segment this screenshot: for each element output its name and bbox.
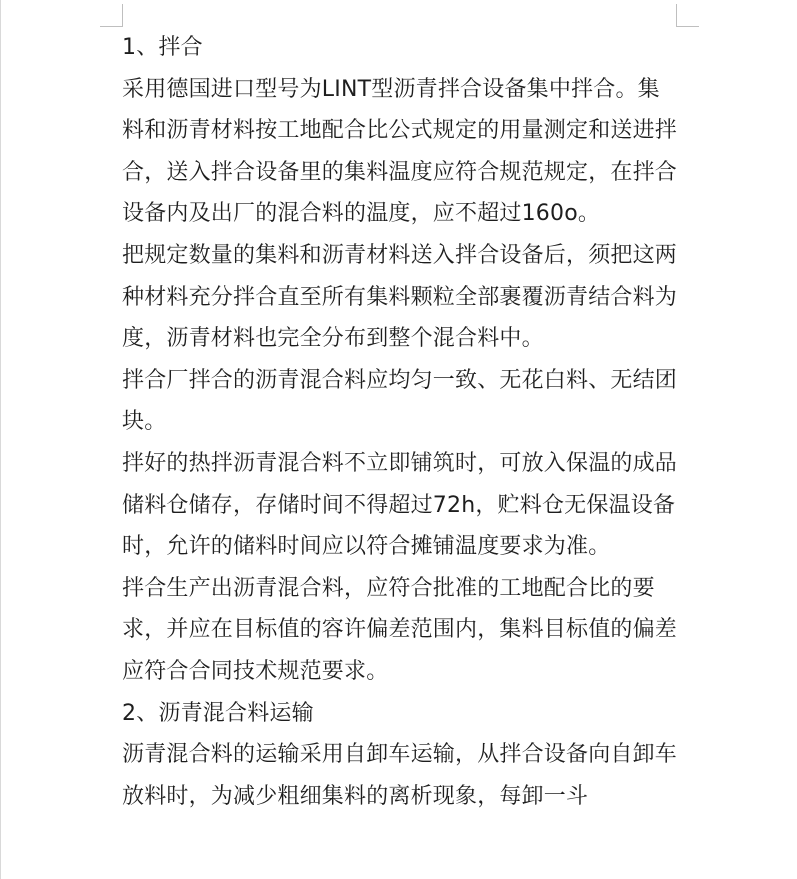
paragraph-mixture-uniformity: 拌合厂拌合的沥青混合料应均匀一致、无花白料、无结团块。 bbox=[122, 367, 678, 435]
crop-mark-top-left bbox=[100, 4, 123, 27]
paragraph-mixing-process: 把规定数量的集料和沥青材料送入拌合设备后，须把这两种材料充分拌合直至所有集料颗粒全部裹覆沥青结合料为度，沥青材料也完全分布到整个混合料中。 bbox=[122, 242, 678, 352]
paragraph-production-requirements: 拌合生产出沥青混合料，应符合批准的工地配合比的要求，并应在目标值的容许偏差范围内，集料目标值的偏差应符合合同技术规范要求。 bbox=[122, 575, 678, 684]
paragraph-storage: 拌好的热拌沥青混合料不立即铺筑时，可放入保温的成品储料仓储存，存储时间不得超过72h，贮料仓无保温设备时，允许的储料时间应以符合摊铺温度要求为准。 bbox=[122, 450, 678, 560]
section-heading-2: 2、沥青混合料运输 bbox=[122, 700, 314, 726]
crop-mark-top-right bbox=[676, 4, 699, 27]
paragraph-transport: 沥青混合料的运输采用自卸车运输，从拌合设备向自卸车放料时，为减少粗细集料的离析现象，每卸一斗 bbox=[122, 742, 678, 809]
document-body[interactable] bbox=[122, 27, 678, 817]
paragraph-mixing-equipment: 采用德国进口型号为LINT型沥青拌合设备集中拌合。集料和沥青材料按工地配合比公式规定的用量测定和送进拌合，送入拌合设备里的集料温度应符合规范规定，在拌合设备内及出厂的混合料的温度，应不超过160o。 bbox=[122, 76, 678, 227]
section-heading-1: 1、拌合 bbox=[122, 35, 203, 60]
page-edge bbox=[0, 0, 1, 879]
